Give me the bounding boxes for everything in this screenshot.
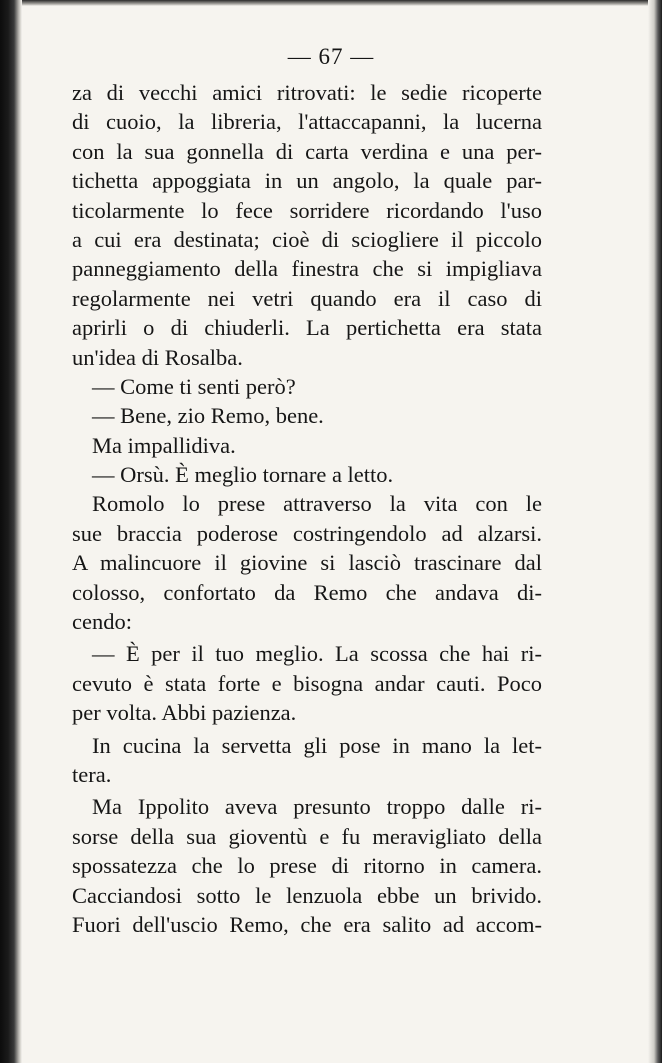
text-line: cendo: (72, 609, 132, 635)
text-line: Ma Ippolito aveva presunto troppo dalle ri- (92, 794, 542, 820)
text-line: — Bene, zio Remo, bene. (92, 403, 324, 429)
text-line: regolarmente nei vetri quando era il caso di (72, 285, 542, 311)
text-line: Ma impallidiva. (92, 432, 236, 458)
text-line: aprirli o di chiuderli. La pertichetta era stata (72, 315, 542, 341)
text-line: Fuori dell'uscio Remo, che era salito ad accom- (72, 911, 542, 937)
text-line: sue braccia poderose costringendolo ad alzarsi. (72, 520, 542, 546)
text-line: con la sua gonnella di carta verdina e una per- (72, 138, 542, 164)
text-line: di cuoio, la libreria, l'attaccapanni, la lucerna (72, 109, 542, 135)
text-line: tera. (72, 761, 112, 787)
text-line: Cacciandosi sotto le lenzuola ebbe un brivido. (72, 882, 542, 908)
body-text (72, 78, 542, 939)
page-top-edge (0, 0, 662, 6)
text-line: panneggiamento della finestra che si impigliava (72, 256, 542, 282)
text-line: — Orsù. È meglio tornare a letto. (92, 462, 394, 488)
text-line: ticolarmente lo fece sorridere ricordando l'uso (72, 197, 542, 223)
text-line: spossatezza che lo prese di ritorno in camera. (72, 853, 542, 879)
book-binding-edge (0, 0, 22, 1063)
text-line: Romolo lo prese attraverso la vita con le (92, 491, 542, 517)
text-line: In cucina la servetta gli pose in mano la let- (92, 732, 542, 758)
text-line: A malincuore il giovine si lasciò trascinare dal (72, 550, 542, 576)
text-line: sorse della sua gioventù e fu meravigliato della (72, 823, 542, 849)
text-line: — Come ti senti però? (92, 373, 296, 399)
page-right-edge (648, 0, 662, 1063)
text-line: a cui era destinata; cioè di sciogliere il piccolo (72, 226, 542, 252)
page-number: — 67 — (287, 44, 375, 69)
text-line: colosso, confortato da Remo che andava di- (72, 579, 542, 605)
text-line: — È per il tuo meglio. La scossa che hai ri- (92, 641, 542, 667)
text-line: un'idea di Rosalba. (72, 344, 243, 370)
text-line: za di vecchi amici ritrovati: le sedie ricoperte (72, 80, 542, 105)
text-line: per volta. Abbi pazienza. (72, 700, 297, 726)
text-line: cevuto è stata forte e bisogna andar cauti. Poco (72, 670, 542, 696)
text-line: tichetta appoggiata in un angolo, la quale par- (72, 168, 542, 194)
